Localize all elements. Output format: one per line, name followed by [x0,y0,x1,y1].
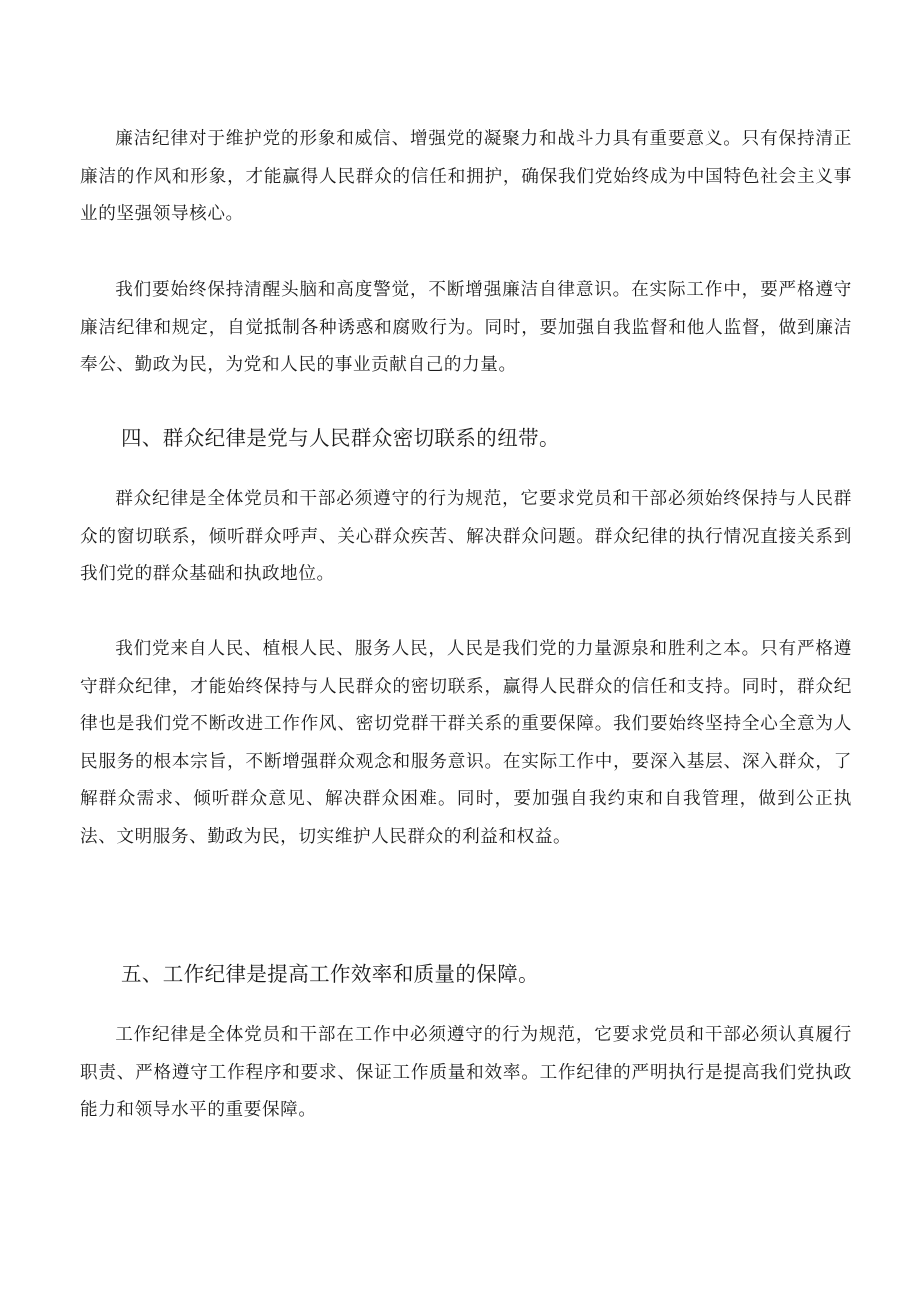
section-heading-mass-discipline: 四、群众纪律是党与人民群众密切联系的纽带。 [121,426,560,450]
paragraph-work-discipline-definition: 工作纪律是全体党员和干部在工作中必须遵守的行为规范，它要求党员和干部必须认真履行职责、严格遵守工作程序和要求、保证工作质量和效率。工作纪律的严明执行是提高我们党执政能力和领导水平的重要保障。 [80,1025,852,1120]
section-heading-work-discipline: 五、工作纪律是提高工作效率和质量的保障。 [121,962,539,986]
paragraph-integrity-self-discipline: 我们要始终保持清醒头脑和高度警觉，不断增强廉洁自律意识。在实际工作中，要严格遵守廉洁纪律和规定，自觉抵制各种诱惑和腐败行为。同时，要加强自我监督和他人监督，做到廉洁奉公、勤政为民，为党和人民的事业贡献自己的力量。 [80,280,852,375]
paragraph-mass-discipline-practice: 我们党来自人民、植根人民、服务人民，人民是我们党的力量源泉和胜利之本。只有严格遵守群众纪律，才能始终保持与人民群众的密切联系，赢得人民群众的信任和支持。同时，群众纪律也是我们党不断改进工作作风、密切党群干群关系的重要保障。我们要始终坚持全心全意为人民服务的根本宗旨，不断增强群众观念和服务意识。在实际工作中，要深入基层、深入群众，了解群众需求、倾听群众意见、解决群众困难。同时，要加强自我约束和自我管理，做到公正执法、文明服务、勤政为民，切实维护人民群众的利益和权益。 [80,639,852,847]
paragraph-integrity-significance: 廉洁纪律对于维护党的形象和威信、增强党的凝聚力和战斗力具有重要意义。只有保持清正廉洁的作风和形象，才能赢得人民群众的信任和拥护，确保我们党始终成为中国特色社会主义事业的坚强领导核心。 [80,129,852,224]
paragraph-mass-discipline-definition: 群众纪律是全体党员和干部必须遵守的行为规范，它要求党员和干部必须始终保持与人民群众的窗切联系，倾听群众呼声、关心群众疾苦、解决群众问题。群众纪律的执行情况直接关系到我们党的群众基础和执政地位。 [80,489,852,584]
